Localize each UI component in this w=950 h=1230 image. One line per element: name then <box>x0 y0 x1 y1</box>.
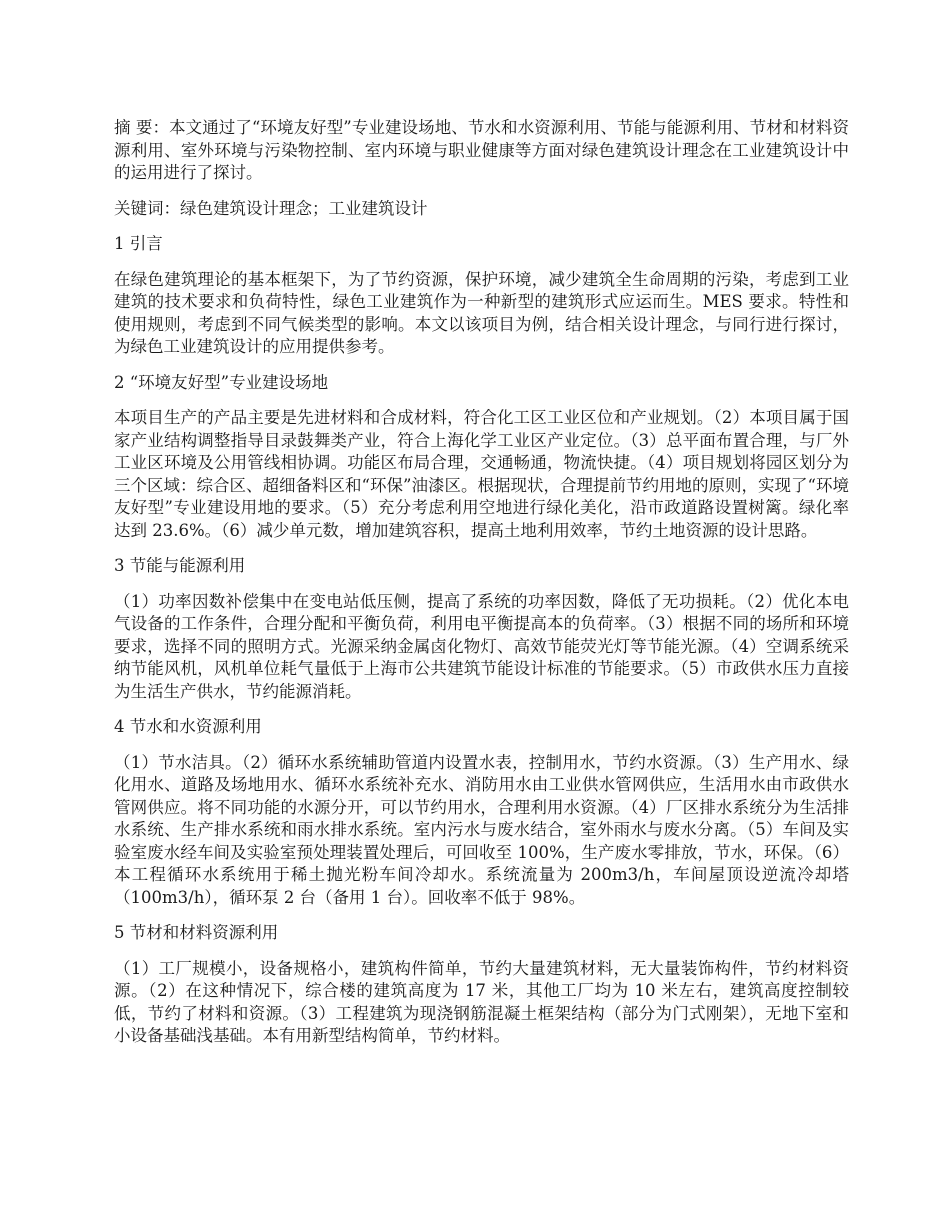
section-heading-materials: 5 节材和材料资源利用 <box>114 923 279 942</box>
section-body-site: 本项目生产的产品主要是先进材料和合成材料，符合化工区工业区位和产业规划。（2）本项目属于国家产业结构调整指导目录鼓舞类产业，符合上海化学工业区产业定位。（3）总平面布置合理，与厂外工业区环境及公用管线相协调。功能区布局合理，交通畅通，物流快捷。（4）项目规划将园区划分为三个区域：综合区、超细备料区和“环保”油漆区。根据现状，合理提前节约用地的原则，实现了“环境友好型”专业建设用地的要求。（5）充分考虑利用空地进行绿化美化，沿市政道路设置树篱。绿化率达到 23.6%。（6）减少单元数，增加建筑容积，提高土地利用效率，节约土地资源的设计思路。 <box>114 408 849 540</box>
section-heading-water: 4 节水和水资源利用 <box>114 717 262 736</box>
section-body-intro: 在绿色建筑理论的基本框架下，为了节约资源，保护环境，减少建筑全生命周期的污染，考虑到工业建筑的技术要求和负荷特性，绿色工业建筑作为一种新型的建筑形式应运而生。MES 要求。特性和使用规则，考虑到不同气候类型的影响。本文以该项目为例，结合相关设计理念，与同行进行探讨，为绿色工业建筑设计的应用提供参考。 <box>114 269 849 356</box>
section-heading-intro: 1 引言 <box>114 234 163 253</box>
section-body-water: （1）节水洁具。（2）循环水系统辅助管道内设置水表，控制用水，节约水资源。（3）生产用水、绿化用水、道路及场地用水、循环水系统补充水、消防用水由工业供水管网供应，生活用水由市政供水管网供应。将不同功能的水源分开，可以节约用水，合理利用水资源。（4）厂区排水系统分为生活排水系统、生产排水系统和雨水排水系统。室内污水与废水结合，室外雨水与废水分离。（5）车间及实验室废水经车间及实验室预处理装置处理后，可回收至 100%，生产废水零排放，节水，环保。（6）本工程循环水系统用于稀土抛光粉车间冷却水。系统流量为 200m3/h，车间屋顶设逆流冷却塔（100m3/h），循环泵 2 台（备用 1 台）。回收率不低于 98%。 <box>114 752 849 907</box>
section-heading-energy: 3 节能与能源利用 <box>114 556 246 575</box>
section-body-energy: （1）功率因数补偿集中在变电站低压侧，提高了系统的功率因数，降低了无功损耗。（2）优化本电气设备的工作条件，合理分配和平衡负荷，利用电平衡提高本的负荷率。（3）根据不同的场所和环境要求，选择不同的照明方式。光源采纳金属卤化物灯、高效节能荧光灯等节能光源。（4）空调系统采纳节能风机，风机单位耗气量低于上海市公共建筑节能设计标准的节能要求。（5）市政供水压力直接为生活生产供水，节约能源消耗。 <box>114 591 849 701</box>
section-heading-site: 2 “环境友好型”专业建设场地 <box>114 372 329 392</box>
document-page <box>114 117 849 1061</box>
keywords-line: 关键词：绿色建筑设计理念；工业建筑设计 <box>114 198 428 218</box>
section-body-materials: （1）工厂规模小，设备规格小，建筑构件简单，节约大量建筑材料，无大量装饰构件，节约材料资源。（2）在这种情况下，综合楼的建筑高度为 17 米，其他工厂均为 10 米左右，建筑高度控制较低，节约了材料和资源。（3）工程建筑为现浇钢筋混凝土框架结构（部分为门式刚架），无地下室和小设备基础浅基础。本有用新型结构简单，节约材料。 <box>114 958 849 1045</box>
abstract-paragraph: 摘 要：本文通过了“环境友好型”专业建设场地、节水和水资源利用、节能与能源利用、节材和材料资源利用、室外环境与污染物控制、室内环境与职业健康等方面对绿色建筑设计理念在工业建筑设计中的运用进行了探讨。 <box>114 118 849 182</box>
